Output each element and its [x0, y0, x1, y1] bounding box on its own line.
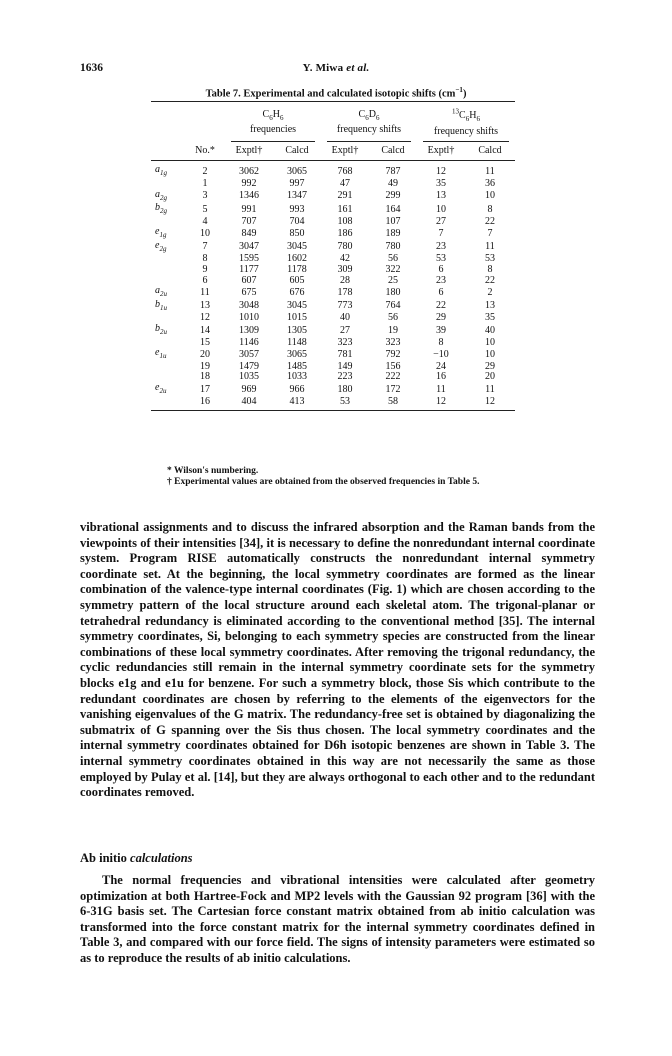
- cell-c6h6-calcd: 1305: [287, 324, 307, 336]
- mode-number: 10: [200, 227, 210, 239]
- table-row: [151, 241, 515, 255]
- cell-13c-exptl: 23: [436, 274, 446, 286]
- section-heading-italic: calculations: [130, 851, 193, 865]
- cell-13c-exptl: 23: [436, 241, 446, 253]
- symmetry-species: $e_{2u}$: [155, 382, 167, 396]
- group-header-row: [151, 102, 515, 138]
- cell-c6h6-exptl: 607: [241, 274, 257, 286]
- cell-13c-calcd: 8: [487, 203, 493, 215]
- body-paragraph-2: The normal frequencies and vibrational intensities were calculated after geometry optimization at both Hartree-Fock and MP2 levels with the Gaussian 92 program [36] with the 6-31G basis set. The Cartesian force constant matrix obtained from ab initio calculation was transformed into the force constant matrix for the internal symmetry coordinates defined in Table 3, and compared with our force field. The signs of intensity parameters were estimated so as to reproduce the results of ab initio calculations.: [80, 873, 595, 965]
- cell-c6h6-calcd: 676: [289, 286, 305, 298]
- mode-number: 2: [185, 161, 225, 179]
- mode-number: 4: [202, 215, 208, 227]
- group-c6h6-title: $C_6H_6$: [262, 108, 284, 122]
- cell-13c-calcd: 10: [485, 190, 495, 202]
- cell-c6d6-exptl: 186: [337, 227, 353, 239]
- cell-c6d6-exptl: 42: [340, 253, 350, 265]
- cell-c6h6-exptl: 1595: [239, 253, 259, 265]
- table-row: [151, 217, 515, 228]
- section-heading-prefix: Ab initio: [80, 851, 127, 865]
- cell-c6d6-exptl: 108: [337, 215, 353, 227]
- running-head-authors: Y. Miwa: [302, 62, 344, 74]
- cell-c6h6-calcd: 3065: [273, 161, 321, 179]
- cell-13c-exptl: 53: [436, 253, 446, 265]
- cell-13c-exptl: 12: [417, 161, 465, 179]
- table-caption-unit-exponent: −1: [455, 86, 463, 94]
- section-heading: [80, 851, 193, 866]
- mode-number: 17: [200, 383, 210, 395]
- symmetry-species: $e_{1u}$: [155, 347, 167, 361]
- cell-c6d6-calcd: 164: [385, 203, 401, 215]
- mode-number: 16: [185, 397, 225, 411]
- mode-number: 12: [200, 312, 210, 324]
- col-header-c6d6-calcd: Calcd: [381, 145, 405, 157]
- cell-c6d6-exptl: 309: [337, 264, 353, 276]
- cell-13c-calcd: 40: [485, 324, 495, 336]
- cell-c6h6-exptl: 707: [241, 215, 257, 227]
- mode-number: 11: [200, 286, 210, 298]
- cell-c6h6-exptl: 1309: [239, 324, 259, 336]
- cell-c6h6-exptl: 675: [241, 286, 257, 298]
- cell-c6d6-exptl: 223: [337, 371, 353, 383]
- cell-13c-calcd: 8: [487, 264, 493, 276]
- cell-c6d6-exptl: 149: [337, 360, 353, 372]
- cell-c6h6-calcd: 3065: [287, 348, 307, 360]
- mode-number: 15: [200, 336, 210, 348]
- cell-13c-calcd: 20: [485, 371, 495, 383]
- group-13c6h6-title: $^{13}C_6H_6$: [452, 108, 480, 124]
- cell-c6d6-exptl: 178: [337, 286, 353, 298]
- cell-c6h6-calcd: 704: [289, 215, 305, 227]
- group-header-13c6h6: [417, 102, 515, 138]
- cell-c6h6-calcd: 997: [289, 177, 305, 189]
- cell-c6d6-exptl: 291: [337, 190, 353, 202]
- cell-13c-calcd: 22: [485, 274, 495, 286]
- paragraph-text: vibrational assignments and to discuss the infrared absorption and the Raman bands from the viewpoints of their intensities [34], it is necessary to define the nonredundant internal coordinate system. Program RISE automatically constructs the nonredundant internal symmetry coordinate set. At the beginning, the local symmetry coordinates are formed as the linear combination of the valence-type internal coordinates (Fig. 1) which are chosen according to the symmetry pattern of the local structure around each skeletal atom. The trigonal-planar or tetrahedral redundancy is eliminated according to the conventional method [35]. The internal symmetry coordinates, Si, belonging to each symmetry species are constructed from the linear combinations of these local symmetry coordinates. After removing the trigonal redundancy, the cyclic redundancies still remain in the internal symmetry coordinate sets for the symmetry blocks e1g and e1u for benzene. For such a symmetry block, those Sis which contribute to the redundant coordinates are chosen by referring to the elements of the eigenvectors for the vanishing eigenvalues of the G matrix. The redundancy-free set is obtained by diagonalizing the submatrix of G spanning over the Sis thus chosen. The local symmetry coordinates and the internal symmetry coordinates obtained for D6h isotopic benzenes are shown in Table 3. The internal symmetry coordinates obtained in this way are not necessarily the same as those employed by Pulay et al. [14], but they are always orthogonal to each other and to the redundant coordinates removed.: [80, 520, 595, 800]
- table-row: [151, 383, 515, 397]
- page-number: 1636: [80, 62, 103, 74]
- cell-c6h6-calcd: 1602: [287, 253, 307, 265]
- cell-c6h6-exptl: 1479: [239, 360, 259, 372]
- mode-number: 3: [202, 190, 208, 202]
- cell-13c-exptl: 29: [436, 312, 446, 324]
- symmetry-species: $b_{1u}$: [155, 298, 167, 312]
- cell-c6h6-calcd: 1148: [287, 336, 307, 348]
- table-row: [151, 372, 515, 383]
- cell-c6d6-exptl: 47: [340, 177, 350, 189]
- cell-c6h6-exptl: 3062: [225, 161, 273, 179]
- symmetry-species: $a_{1g}$: [151, 161, 185, 179]
- table-row: [151, 324, 515, 338]
- table-row: [151, 161, 515, 179]
- mode-number: 8: [202, 253, 208, 265]
- cell-c6h6-calcd: 3045: [287, 241, 307, 253]
- cell-c6h6-calcd: 3045: [287, 300, 307, 312]
- cell-c6h6-exptl: 3047: [239, 241, 259, 253]
- table-row: [151, 300, 515, 314]
- cell-13c-exptl: 12: [417, 397, 465, 411]
- running-head-etal: et al.: [346, 62, 370, 74]
- cell-c6d6-calcd: 792: [385, 348, 401, 360]
- cell-c6h6-calcd: 1178: [287, 264, 307, 276]
- cell-c6h6-exptl: 1177: [239, 264, 259, 276]
- page-header: [0, 62, 672, 78]
- cell-13c-calcd: 36: [485, 177, 495, 189]
- cell-13c-calcd: 7: [487, 227, 493, 239]
- cell-c6h6-calcd: 1347: [287, 190, 307, 202]
- cell-c6d6-exptl: 768: [321, 161, 369, 179]
- cell-13c-calcd: 10: [485, 336, 495, 348]
- cell-c6h6-calcd: 1015: [287, 312, 307, 324]
- mode-number: 18: [200, 371, 210, 383]
- cell-c6d6-exptl: 27: [340, 324, 350, 336]
- cell-13c-calcd: 29: [485, 360, 495, 372]
- isotopic-shifts-table: [151, 101, 515, 411]
- cell-c6h6-exptl: 3048: [239, 300, 259, 312]
- col-header-13c-calcd: Calcd: [478, 145, 502, 157]
- cell-13c-calcd: 11: [485, 383, 495, 395]
- cell-13c-exptl: 10: [436, 203, 446, 215]
- cell-c6d6-calcd: 58: [369, 397, 417, 411]
- cell-13c-exptl: 11: [436, 383, 446, 395]
- cell-c6d6-exptl: 781: [337, 348, 353, 360]
- cell-13c-exptl: 16: [436, 371, 446, 383]
- group-c6d6-subtitle: frequency shifts: [336, 124, 402, 136]
- footnote-wilson: * Wilson's numbering.: [167, 466, 259, 476]
- cell-c6d6-calcd: 25: [388, 274, 398, 286]
- group-header-c6h6: [225, 102, 321, 138]
- cell-c6d6-calcd: 56: [388, 253, 398, 265]
- mode-number: 19: [200, 360, 210, 372]
- cell-c6h6-exptl: 849: [241, 227, 257, 239]
- cell-13c-calcd: 11: [485, 241, 495, 253]
- cell-c6d6-exptl: 773: [337, 300, 353, 312]
- cell-c6h6-calcd: 966: [289, 383, 305, 395]
- cell-13c-calcd: 11: [465, 161, 515, 179]
- table-row: [151, 338, 515, 349]
- mode-number: 5: [202, 203, 208, 215]
- cell-c6d6-calcd: 764: [385, 300, 401, 312]
- col-header-c6h6-exptl: Exptl†: [235, 145, 263, 157]
- symmetry-species: [151, 254, 185, 265]
- group-c6h6-subtitle: frequencies: [249, 124, 297, 136]
- table-row: [151, 227, 515, 241]
- cell-c6h6-exptl: 991: [241, 203, 257, 215]
- cell-13c-calcd: 22: [485, 215, 495, 227]
- table-caption: [0, 86, 672, 100]
- cell-c6h6-calcd: 1485: [287, 360, 307, 372]
- cell-13c-exptl: 35: [436, 177, 446, 189]
- cell-13c-exptl: 39: [436, 324, 446, 336]
- table-row: [151, 348, 515, 362]
- cell-c6h6-calcd: 413: [273, 397, 321, 411]
- cell-c6d6-calcd: 222: [385, 371, 401, 383]
- group-c6d6-title: $C_6D_6$: [358, 108, 380, 122]
- table-row: [151, 286, 515, 300]
- cell-c6h6-exptl: 969: [241, 383, 257, 395]
- mode-number: 7: [202, 241, 208, 253]
- mode-number: 6: [202, 274, 208, 286]
- cell-13c-exptl: 22: [436, 300, 446, 312]
- symmetry-species: $e_{1g}$: [155, 226, 167, 240]
- cell-c6d6-calcd: 322: [385, 264, 401, 276]
- table-row: [151, 397, 515, 411]
- col-header-c6h6-calcd: Calcd: [285, 145, 309, 157]
- cell-c6h6-calcd: 1033: [287, 371, 307, 383]
- mode-number: 1: [202, 177, 208, 189]
- cell-c6d6-exptl: 180: [337, 383, 353, 395]
- col-header-c6d6-exptl: Exptl†: [331, 145, 359, 157]
- cell-c6d6-calcd: 323: [385, 336, 401, 348]
- symmetry-species: $e_{2g}$: [155, 239, 167, 253]
- group-13c6h6-subtitle: frequency shifts: [433, 125, 499, 137]
- cell-c6d6-exptl: 28: [340, 274, 350, 286]
- table-row: [151, 179, 515, 190]
- cell-c6h6-exptl: 1010: [239, 312, 259, 324]
- cell-c6h6-exptl: 1035: [239, 371, 259, 383]
- cell-c6d6-exptl: 323: [337, 336, 353, 348]
- cell-13c-calcd: 10: [485, 348, 495, 360]
- running-head: [0, 62, 672, 74]
- cell-c6d6-calcd: 19: [388, 324, 398, 336]
- mode-number: 14: [200, 324, 210, 336]
- mode-number: 9: [202, 264, 208, 276]
- cell-13c-exptl: 7: [438, 227, 444, 239]
- symmetry-species: $a_{2g}$: [155, 188, 167, 202]
- cell-13c-exptl: 8: [438, 336, 444, 348]
- symmetry-species: [151, 265, 185, 276]
- symmetry-species: $b_{2u}$: [155, 323, 167, 337]
- cell-13c-exptl: −10: [433, 348, 449, 360]
- cell-c6d6-calcd: 780: [385, 241, 401, 253]
- table-row: [151, 190, 515, 204]
- mode-number: 20: [200, 348, 210, 360]
- cell-c6d6-calcd: 56: [388, 312, 398, 324]
- cell-13c-calcd: 35: [485, 312, 495, 324]
- cell-13c-calcd: 13: [485, 300, 495, 312]
- cell-c6h6-exptl: 404: [225, 397, 273, 411]
- cell-c6h6-exptl: 1146: [239, 336, 259, 348]
- symmetry-species: $b_{2g}$: [155, 202, 167, 216]
- cell-c6d6-calcd: 107: [385, 215, 401, 227]
- footnote-experimental: † Experimental values are obtained from the observed frequencies in Table 5.: [167, 477, 480, 487]
- column-header-row: [151, 142, 515, 161]
- body-paragraph-1: [80, 520, 595, 801]
- cell-c6d6-calcd: 180: [385, 286, 401, 298]
- cell-13c-exptl: 6: [438, 286, 444, 298]
- table-caption-text: Table 7. Experimental and calculated isotopic shifts (cm: [205, 88, 456, 100]
- cell-13c-exptl: 24: [436, 360, 446, 372]
- cell-13c-calcd: 2: [487, 286, 493, 298]
- table-caption-close: ): [462, 88, 467, 100]
- table-row: [151, 276, 515, 287]
- cell-c6h6-exptl: 992: [241, 177, 257, 189]
- cell-13c-calcd: 12: [465, 397, 515, 411]
- col-header-13c-exptl: Exptl†: [427, 145, 455, 157]
- col-header-no: No.*: [195, 145, 215, 157]
- cell-c6d6-calcd: 787: [369, 161, 417, 179]
- cell-13c-exptl: 13: [436, 190, 446, 202]
- cell-13c-exptl: 6: [438, 264, 444, 276]
- table-row: [151, 203, 515, 217]
- cell-c6d6-exptl: 780: [337, 241, 353, 253]
- mode-number: 13: [200, 300, 210, 312]
- symmetry-species: $a_{2u}$: [155, 285, 167, 299]
- cell-c6d6-calcd: 299: [385, 190, 401, 202]
- cell-c6d6-exptl: 53: [321, 397, 369, 411]
- table-body: [151, 161, 515, 411]
- cell-c6d6-calcd: 189: [385, 227, 401, 239]
- cell-13c-calcd: 53: [485, 253, 495, 265]
- cell-c6h6-exptl: 3057: [239, 348, 259, 360]
- cell-c6h6-exptl: 1346: [239, 190, 259, 202]
- cell-c6h6-calcd: 993: [289, 203, 305, 215]
- cell-c6d6-exptl: 40: [340, 312, 350, 324]
- symmetry-species: [151, 397, 185, 411]
- cell-c6d6-calcd: 49: [388, 177, 398, 189]
- cell-13c-exptl: 27: [436, 215, 446, 227]
- cell-c6d6-calcd: 172: [385, 383, 401, 395]
- cell-c6h6-calcd: 850: [289, 227, 305, 239]
- cell-c6d6-calcd: 156: [385, 360, 401, 372]
- cell-c6h6-calcd: 605: [289, 274, 305, 286]
- table-row: [151, 313, 515, 324]
- table-footnotes: [162, 466, 512, 488]
- symmetry-species: [151, 362, 185, 373]
- group-header-c6d6: [321, 102, 417, 138]
- cell-c6d6-exptl: 161: [337, 203, 353, 215]
